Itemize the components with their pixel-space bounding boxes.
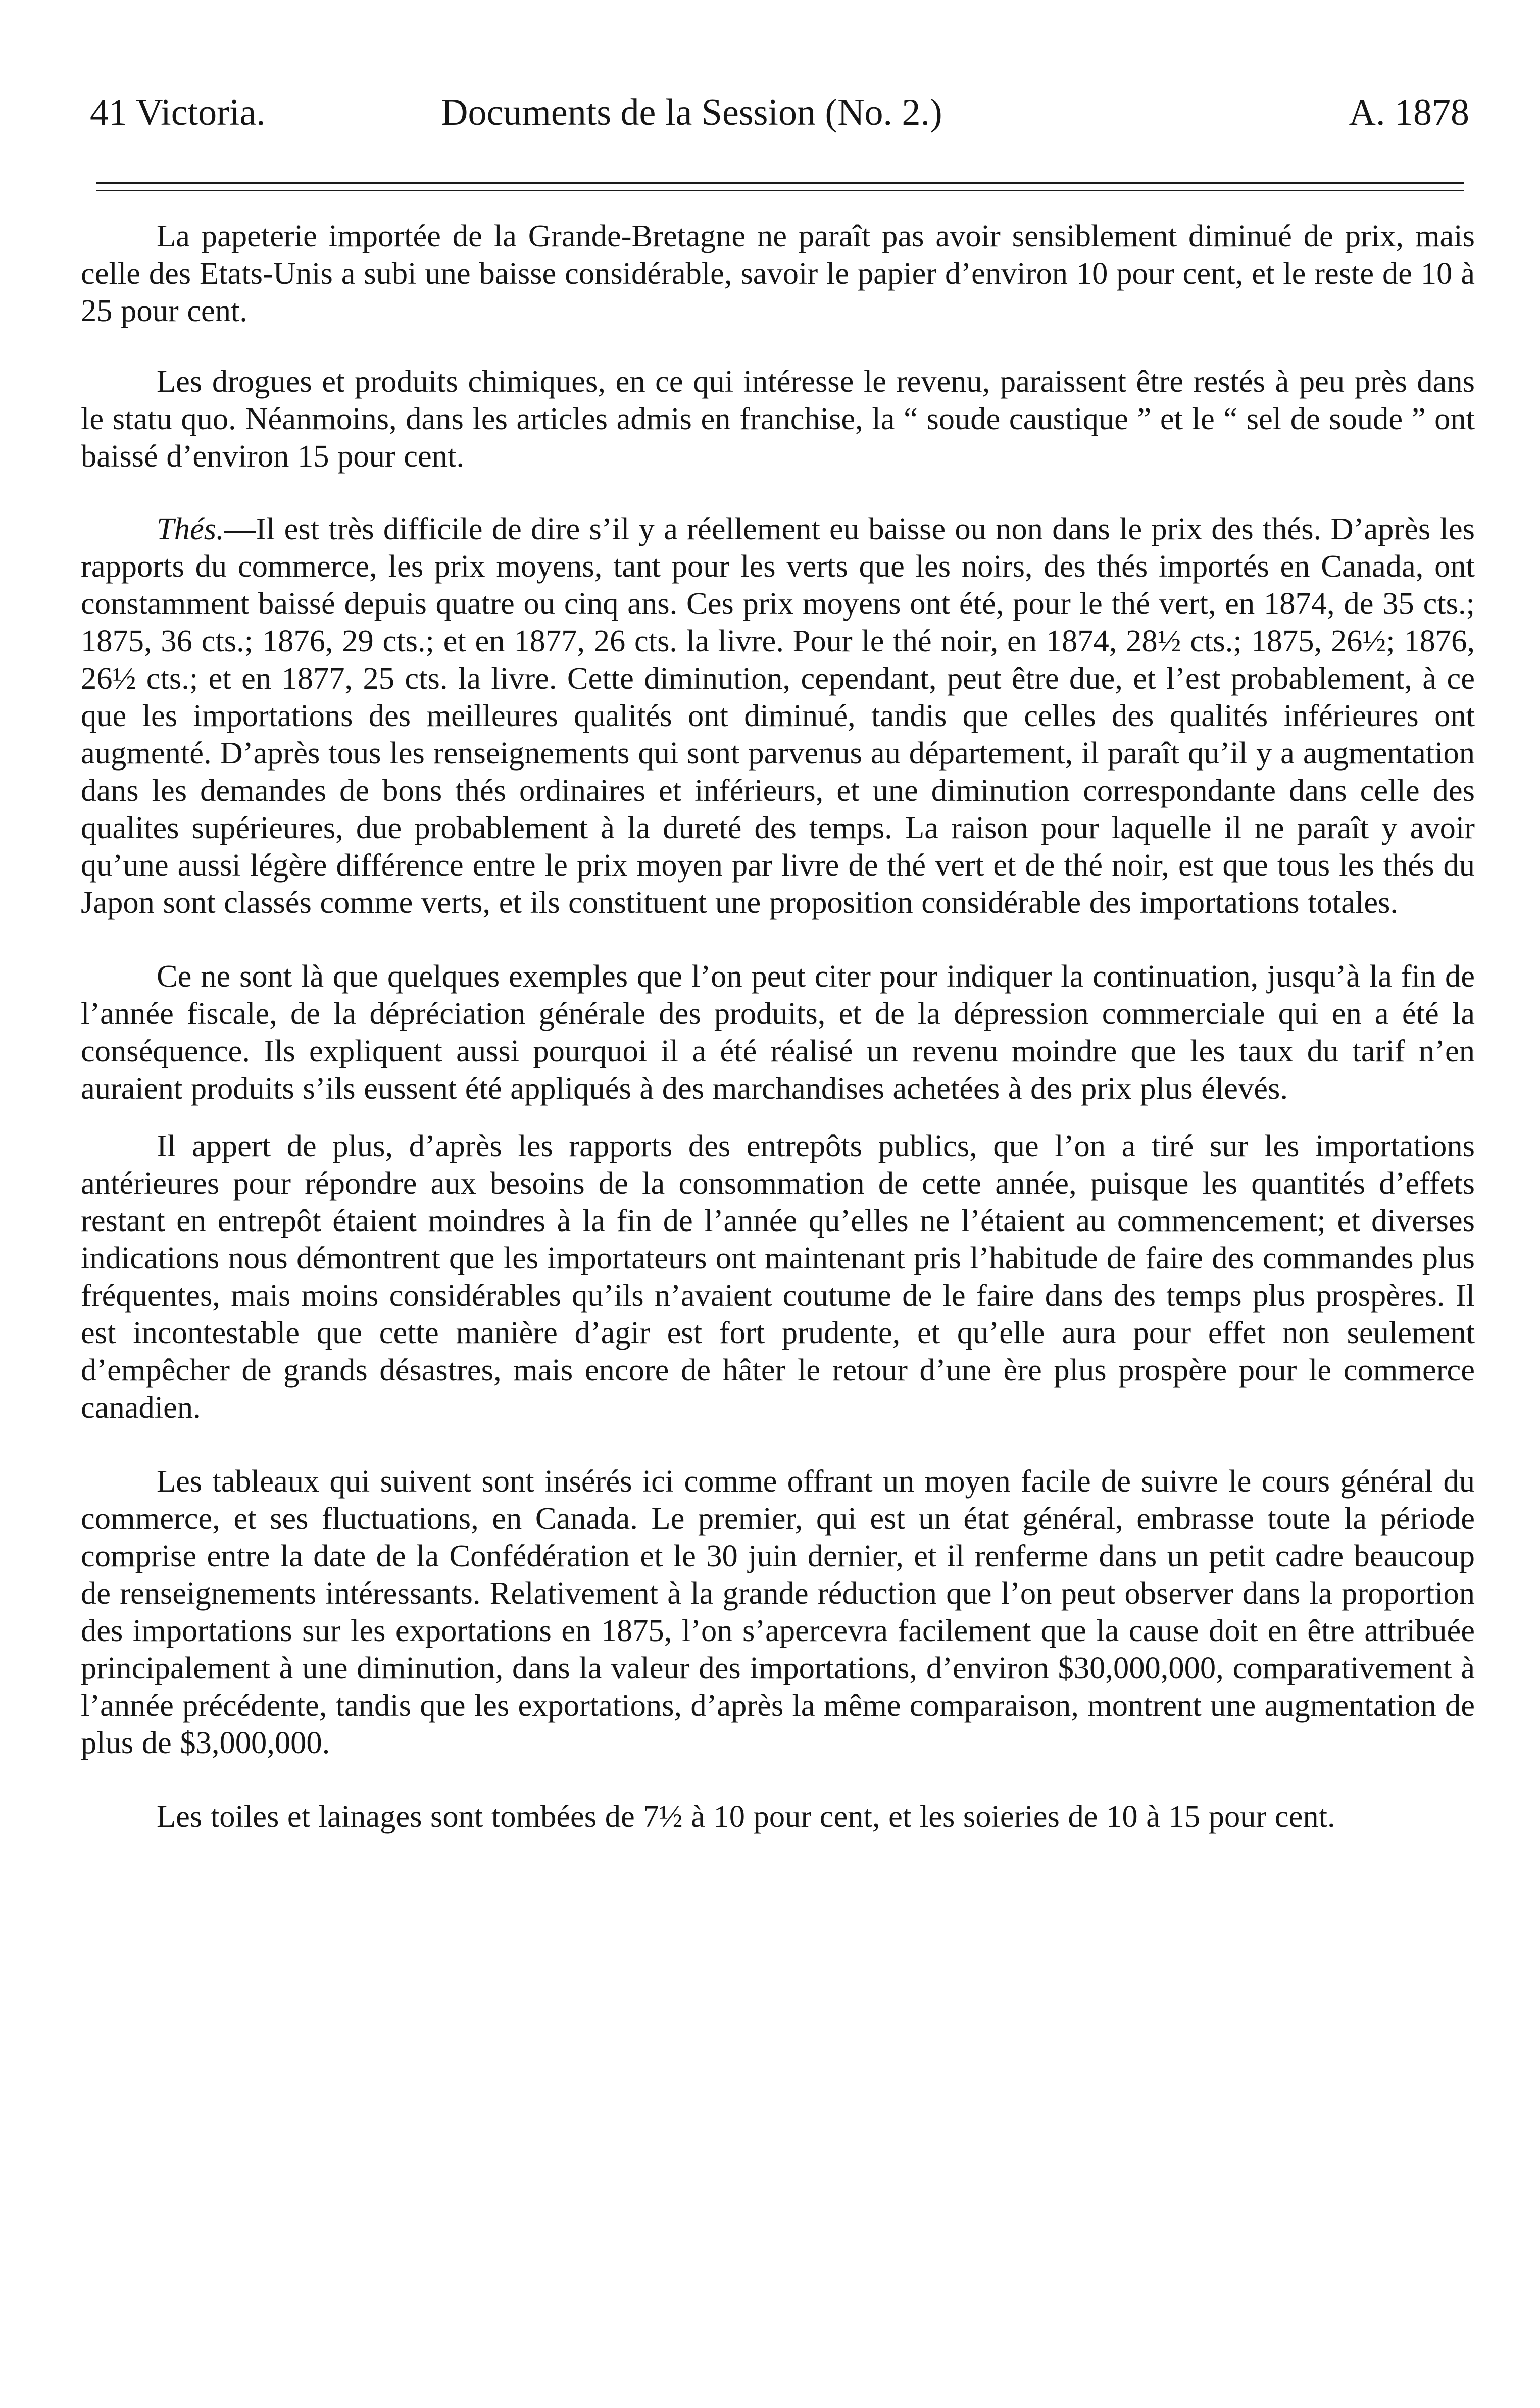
paragraph-toiles (81, 1798, 1475, 1835)
paragraph-papeterie (81, 217, 1475, 329)
paragraph-text: Les tableaux qui suivent sont insérés ici comme offrant un moyen facile de suivre le cours général du commerce, et ses fluctuations, en Canada. Le premier, qui est un état général, embrasse toute la période comprise entre la date de la Confédération et le 30 juin dernier, et il renferme dans un petit cadre beaucoup de renseignements intéressants. Relativement à la grande réduction que l’on peut observer dans la proportion des importations sur les exportations en 1875, l’on s’apercevra facilement que la cause doit en être attribuée principalement à une diminution, dans la valeur des importations, d’environ $30,000,000, comparativement à l’année précédente, tandis que les exportations, d’après la même comparaison, montrent une augmentation de plus de $3,000,000. (81, 1463, 1475, 1760)
paragraph-text: Les drogues et produits chimiques, en ce qui intéresse le revenu, paraissent être restés à peu près dans le statu quo. Néanmoins, dans les articles admis en franchise, la “ soude caustique ” et le “ sel de soude ” ont baissé d’environ 15 pour cent. (81, 364, 1475, 474)
header-left: 41 Victoria. (90, 92, 266, 133)
paragraph-lead-heading: Thés. (157, 511, 224, 546)
paragraph-entrepots (81, 1127, 1475, 1426)
paragraph-text: La papeterie importée de la Grande-Bretagne ne paraît pas avoir sensiblement diminué de prix, mais celle des Etats-Unis a subi une baisse considérable, savoir le papier d’environ 10 pour cent, et le reste de 10 à 25 pour cent. (81, 218, 1475, 328)
paragraph-text: Il appert de plus, d’après les rapports des entrepôts publics, que l’on a tiré sur les importations antérieures pour répondre aux besoins de la consommation de cette année, puisque les quantités d’effets restant en entrepôt étaient moindres à la fin de l’année qu’elles ne l’étaient au commencement; et diverses indications nous démontrent que les importateurs ont maintenant pris l’habitude de faire des commandes plus fréquentes, mais moins considérables qu’ils n’avaient coutume de le faire dans des temps plus prospères. Il est incontestable que cette manière d’agir est fort prudente, et qu’elle aura pour effet non seulement d’empêcher de grands désastres, mais encore de hâter le retour d’une ère plus prospère pour le commerce canadien. (81, 1128, 1475, 1425)
document-body (81, 217, 1475, 1835)
page-header (90, 85, 1469, 140)
header-title: Documents de la Session (No. 2.) (441, 92, 942, 133)
paragraph-text: Ce ne sont là que quelques exemples que l’on peut citer pour indiquer la continuation, jusqu’à la fin de l’année fiscale, de la dépréciation générale des produits, et de la dépression commerciale qui en a été la conséquence. Ils expliquent aussi pourquoi il a été réalisé un revenu moindre que les taux du tarif n’en auraient produits s’ils eussent été appliqués à des marchandises achetées à des prix plus élevés. (81, 958, 1475, 1106)
paragraph-text: —Il est très difficile de dire s’il y a réellement eu baisse ou non dans le prix des thés. D’après les rapports du commerce, les prix moyens, tant pour les verts que les noirs, des thés importés en Canada, ont constamment baissé depuis quatre ou cinq ans. Ces prix moyens ont été, pour le thé vert, en 1874, de 35 cts.; 1875, 36 cts.; 1876, 29 cts.; et en 1877, 26 cts. la livre. Pour le thé noir, en 1874, 28½ cts.; 1875, 26½; 1876, 26½ cts.; et en 1877, 25 cts. la livre. Cette diminution, cependant, peut être due, et l’est probablement, à ce que les importations des meilleures qualités ont diminué, tandis que celles des qualités inférieures ont augmenté. D’après tous les renseignements qui sont parvenus au département, il paraît qu’il y a augmentation dans les demandes de bons thés ordinaires et inférieurs, et une diminution correspondante dans celle des qualites supérieures, due probablement à la dureté des temps. La raison pour laquelle il ne paraît y avoir qu’une aussi légère différence entre le prix moyen par livre de thé vert et de thé noir, est que tous les thés du Japon sont classés comme verts, et ils constituent une proposition considérable des importations totales. (81, 511, 1475, 920)
paragraph-thes (81, 510, 1475, 921)
header-right: A. 1878 (1349, 92, 1469, 133)
paragraph-drogues (81, 363, 1475, 475)
paragraph-tableaux (81, 1462, 1475, 1761)
header-rule-thick (96, 182, 1464, 184)
paragraph-exemples (81, 957, 1475, 1107)
paragraph-text: Les toiles et lainages sont tombées de 7½ à 10 pour cent, et les soieries de 10 à 15 pour cent. (157, 1799, 1335, 1834)
header-rule-thin (96, 190, 1464, 191)
